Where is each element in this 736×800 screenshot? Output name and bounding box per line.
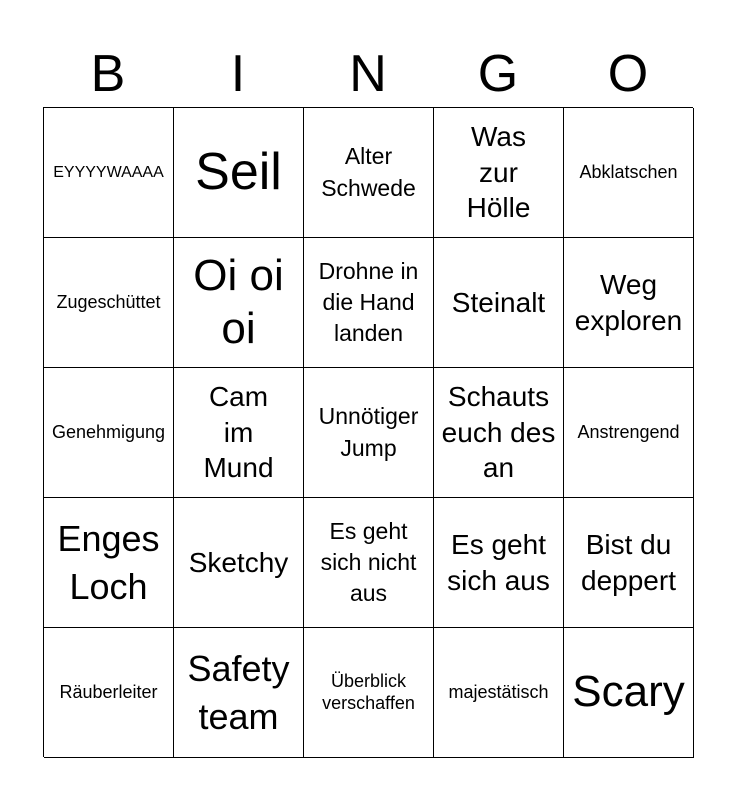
cell-label: Abklatschen [579,161,678,182]
cell-label: Überblick verschaffen [322,670,415,713]
header-letter-n: N [349,45,387,103]
cell-label: Cam im Mund [203,380,274,484]
bingo-cell-r4-c4[interactable] [564,628,694,758]
cell-label: Scary [572,667,685,717]
bingo-cell-r0-c0[interactable] [44,108,174,238]
cell-label: Seil [195,143,282,202]
bingo-header [43,40,693,108]
bingo-cell-r0-c1[interactable] [174,108,304,238]
header-letter-o: O [607,45,649,103]
bingo-cell-r0-c3[interactable] [434,108,564,238]
bingo-cell-r2-c4[interactable] [564,368,694,498]
bingo-cell-r0-c2[interactable] [304,108,434,238]
bingo-cell-r3-c0[interactable] [44,498,174,628]
bingo-cell-r3-c1[interactable] [174,498,304,628]
bingo-cell-r2-c2[interactable] [304,368,434,498]
cell-label: majestätisch [448,681,549,702]
bingo-cell-r3-c2[interactable] [304,498,434,628]
bingo-cell-r4-c3[interactable] [434,628,564,758]
bingo-cell-r4-c0[interactable] [44,628,174,758]
bingo-cell-r1-c2[interactable] [304,238,434,368]
bingo-cell-r0-c4[interactable] [564,108,694,238]
cell-label: Enges Loch [57,517,160,607]
cell-label: Oi oi oi [193,250,284,353]
cell-label: Unnötiger Jump [318,403,419,461]
header-letter-i: I [230,45,246,103]
cell-label: EYYYYWAAAA [53,163,164,181]
cell-label: Safety team [187,647,290,737]
bingo-cell-r1-c0[interactable] [44,238,174,368]
bingo-cell-r3-c4[interactable] [564,498,694,628]
bingo-cell-r4-c2[interactable] [304,628,434,758]
cell-label: Zugeschüttet [56,291,161,312]
bingo-cell-r2-c0[interactable] [44,368,174,498]
bingo-cell-r1-c3[interactable] [434,238,564,368]
header-letter-b: B [90,45,126,103]
cell-label: Schauts euch des an [441,380,556,484]
cell-label: Alter Schwede [321,143,416,201]
cell-label: Es geht sich nicht aus [320,517,417,607]
bingo-cell-r4-c1[interactable] [174,628,304,758]
cell-label: Räuberleiter [59,681,158,702]
bingo-cell-r1-c4[interactable] [564,238,694,368]
cell-label: Sketchy [188,546,289,578]
cell-label: Was zur Hölle [466,120,531,224]
header-letter-g: G [477,45,519,103]
cell-label: Genehmigung [51,421,166,442]
bingo-grid [43,107,693,757]
bingo-cell-r1-c1[interactable] [174,238,304,368]
cell-label: Es geht sich aus [447,528,550,596]
bingo-cell-r2-c3[interactable] [434,368,564,498]
bingo-cell-r3-c3[interactable] [434,498,564,628]
cell-label: Steinalt [451,286,546,318]
cell-label: Anstrengend [577,421,680,442]
cell-label: Bist du deppert [581,528,676,596]
bingo-cell-r2-c1[interactable] [174,368,304,498]
cell-label: Weg exploren [574,268,683,336]
cell-label: Drohne in die Hand landen [318,257,419,347]
